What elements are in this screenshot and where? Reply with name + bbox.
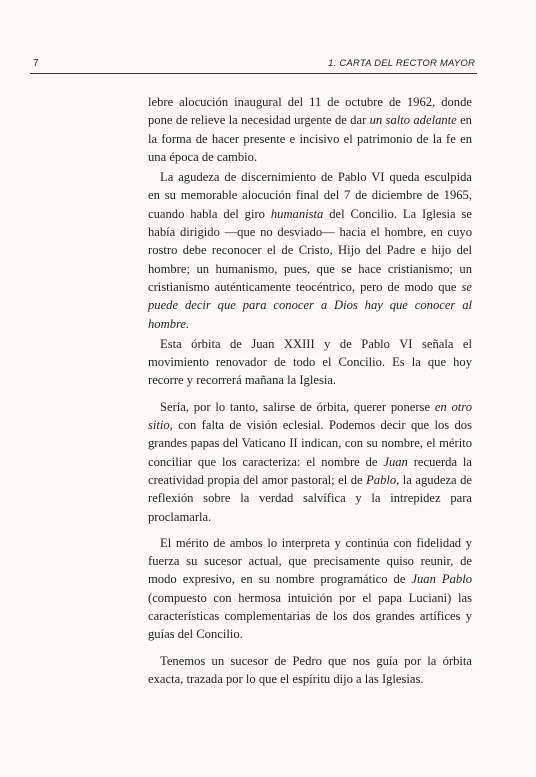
body-text (148, 93, 472, 692)
italic-text: Juan (383, 454, 408, 469)
text-run: El mérito de ambos lo interpreta y continúa con fidelidad y fuerza su sucesor actual, que precisamente quiso reunir, de modo expresivo, en su nombre programático de (148, 535, 472, 587)
italic-text: se puede decir que para conocer a Dios hay que conocer al hombre. (148, 279, 472, 331)
text-run: La agudeza de discernimiento de Pablo VI queda esculpida en su memorable alocución final del 7 de diciembre de 1965, cuando habla del giro (148, 170, 472, 221)
text-run: en la forma de hacer presente e incisivo el patrimonio de la fe en una época de cambio. (148, 113, 472, 164)
text-run: Esta órbita de Juan XXIII y de Pablo VI señala el movimiento renovador de todo el Concilio. Es la que hoy recorre y recorrerá mañana la Iglesia. (148, 336, 472, 388)
header-rule (30, 73, 477, 74)
italic-text: Pablo, (366, 472, 400, 487)
paragraph (148, 652, 472, 689)
text-run: con falta de visión eclesial. Podemos decir que los dos grandes papas del Vaticano II indican, con su nombre, el mérito conciliar que los caracteriza: el nombre de (148, 418, 472, 469)
text-run: la agudeza de reflexión sobre la verdad salvífica y la intrepidez para proclamarla. (148, 472, 472, 524)
page-number: 7 (33, 58, 39, 69)
italic-text: en otro sitio, (148, 399, 472, 433)
text-run: recuerda la creatividad propia del amor pastoral; el de (148, 454, 472, 487)
italic-text: un salto adelante (369, 113, 457, 128)
text-run: Tenemos un sucesor de Pedro que nos guía por la órbita exacta, trazada por lo que el espíritu dijo a las Iglesias. (148, 653, 472, 686)
italic-text: Juan Pablo (411, 572, 472, 587)
text-run: del Concilio. La Iglesia se había dirigido —que no desviado— hacia el hombre, en cuyo rostro debe reconocer el de Cristo, Hijo del Padre e hijo del hombre; un humanismo, pues, que se hace cristianismo; un cristianismo auténticamente teocéntrico, pero de modo que (148, 206, 472, 294)
italic-text: humanista (270, 206, 324, 221)
paragraph (148, 534, 472, 644)
paragraph (148, 93, 472, 166)
paragraph (148, 335, 472, 390)
text-run: Sería, por lo tanto, salirse de órbita, querer ponerse (160, 399, 435, 414)
text-run: (compuesto con hermosa intuición por el papa Luciani) las características complementarias de los dos grandes artífices y guías del Concilio. (148, 590, 472, 642)
text-run: lebre alocución inaugural del 11 de octubre de 1962, donde pone de relieve la necesidad urgente de dar (148, 95, 472, 128)
paragraph (148, 168, 472, 333)
paragraph (148, 398, 472, 526)
running-header-title: 1. CARTA DEL RECTOR MAYOR (328, 58, 475, 69)
